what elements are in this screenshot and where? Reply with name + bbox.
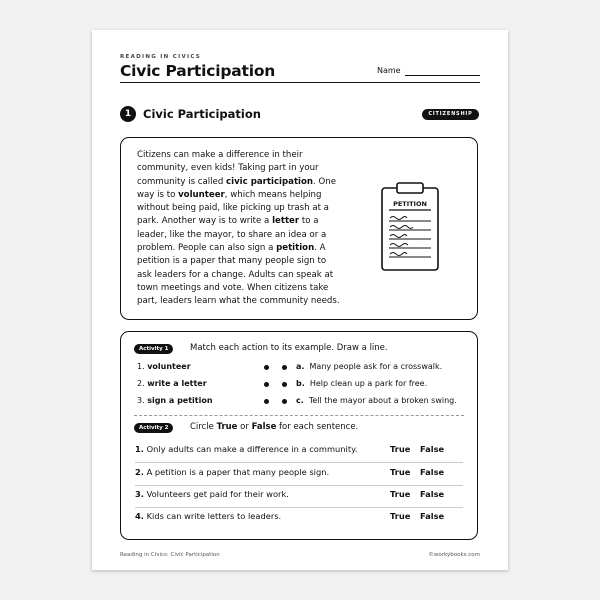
term-number: 2. — [137, 379, 145, 388]
tf-question-2 — [135, 463, 463, 485]
question-number: 4. — [135, 511, 144, 521]
passage-text-part: Citizens can make a difference in their community, even kids! Taking part in your community is called — [137, 150, 319, 187]
question-sentence: Kids can write letters to leaders. — [146, 511, 282, 521]
example-letter: a. — [296, 362, 305, 371]
question-text — [135, 489, 289, 499]
example-dot-a[interactable] — [282, 365, 287, 370]
question-sentence: Volunteers get paid for their work. — [146, 489, 289, 499]
worksheet-page — [92, 30, 508, 570]
tf-question-3 — [135, 485, 463, 507]
petition-label: PETITION — [393, 200, 427, 208]
question-number: 3. — [135, 489, 144, 499]
true-option[interactable]: True — [390, 511, 411, 521]
example-text: Help clean up a park for free. — [309, 379, 428, 388]
term-text: volunteer — [147, 362, 191, 371]
tf-question-1 — [135, 440, 463, 462]
question-sentence: Only adults can make a difference in a community. — [146, 444, 358, 454]
tf-question-4 — [135, 507, 463, 529]
section-title: Civic Participation — [143, 107, 261, 121]
question-text — [135, 467, 329, 477]
activity-divider — [134, 415, 464, 416]
keyword-volunteer: volunteer — [178, 189, 225, 200]
false-option[interactable]: False — [420, 489, 445, 499]
instruction-part: Circle — [190, 422, 217, 432]
example-letter: c. — [296, 396, 304, 405]
section-number-badge: 1 — [120, 106, 136, 122]
instruction-part: for each sentence. — [276, 422, 359, 432]
activity-1-pill: Activity 1 — [134, 344, 173, 354]
match-term-2 — [137, 379, 207, 388]
true-option[interactable]: True — [390, 489, 411, 499]
question-number: 1. — [135, 444, 144, 454]
keyword-letter: letter — [272, 216, 300, 227]
term-dot-2[interactable] — [264, 382, 269, 387]
footer-right: ©workybooks.com — [428, 552, 480, 558]
example-letter: b. — [296, 379, 305, 388]
example-text: Tell the mayor about a broken swing. — [308, 396, 457, 405]
header-divider — [120, 82, 480, 83]
question-text — [135, 511, 281, 521]
term-number: 1. — [137, 362, 145, 371]
true-option[interactable]: True — [390, 444, 411, 454]
activity-1-instruction: Match each action to its example. Draw a line. — [190, 343, 388, 353]
question-text — [135, 444, 357, 454]
question-sentence: A petition is a paper that many people sign. — [146, 467, 330, 477]
match-term-3 — [137, 396, 213, 405]
clipboard-petition-icon — [380, 182, 440, 276]
question-number: 2. — [135, 467, 144, 477]
page-title: Civic Participation — [120, 62, 276, 80]
match-example-c — [296, 396, 457, 405]
passage-text-part: to a leader, like the mayor, to share an idea or a problem. People can also sign a — [137, 216, 327, 254]
term-dot-3[interactable] — [264, 399, 269, 404]
term-text: sign a petition — [147, 396, 213, 405]
footer-left: Reading in Civics: Civic Participation — [120, 552, 220, 558]
false-option[interactable]: False — [420, 467, 445, 477]
series-kicker: READING IN CIVICS — [120, 54, 202, 60]
term-dot-1[interactable] — [264, 365, 269, 370]
term-number: 3. — [137, 396, 145, 405]
activity-2-pill: Activity 2 — [134, 423, 173, 433]
match-example-b — [296, 379, 427, 388]
passage-text-part: . A petition is a paper that many people sign to ask leaders for a change. Adults can speak at town meetings and vote. When citizens take part, leaders learn what the community needs. — [137, 243, 340, 307]
activity-2-instruction — [190, 422, 358, 432]
true-option[interactable]: True — [390, 467, 411, 477]
passage-text-part: . One way is to — [137, 176, 336, 200]
match-example-a — [296, 362, 442, 371]
passage-text — [137, 149, 342, 309]
keyword-petition: petition — [276, 243, 315, 254]
instruction-false: False — [251, 422, 277, 432]
example-text: Many people ask for a crosswalk. — [309, 362, 443, 371]
false-option[interactable]: False — [420, 511, 445, 521]
instruction-true: True — [216, 422, 238, 432]
passage-text-part: , which means helping without being paid, like picking up trash at a park. Another way is to write a — [137, 189, 329, 227]
name-field-line[interactable] — [405, 75, 480, 76]
name-label: Name — [377, 66, 401, 75]
instruction-part: or — [237, 422, 252, 432]
match-term-1 — [137, 362, 191, 371]
keyword-civic-participation: civic participation — [226, 176, 314, 187]
false-option[interactable]: False — [420, 444, 445, 454]
example-dot-c[interactable] — [282, 399, 287, 404]
activities-box — [120, 331, 478, 540]
example-dot-b[interactable] — [282, 382, 287, 387]
category-tag: CITIZENSHIP — [422, 109, 479, 120]
term-text: write a letter — [147, 379, 207, 388]
